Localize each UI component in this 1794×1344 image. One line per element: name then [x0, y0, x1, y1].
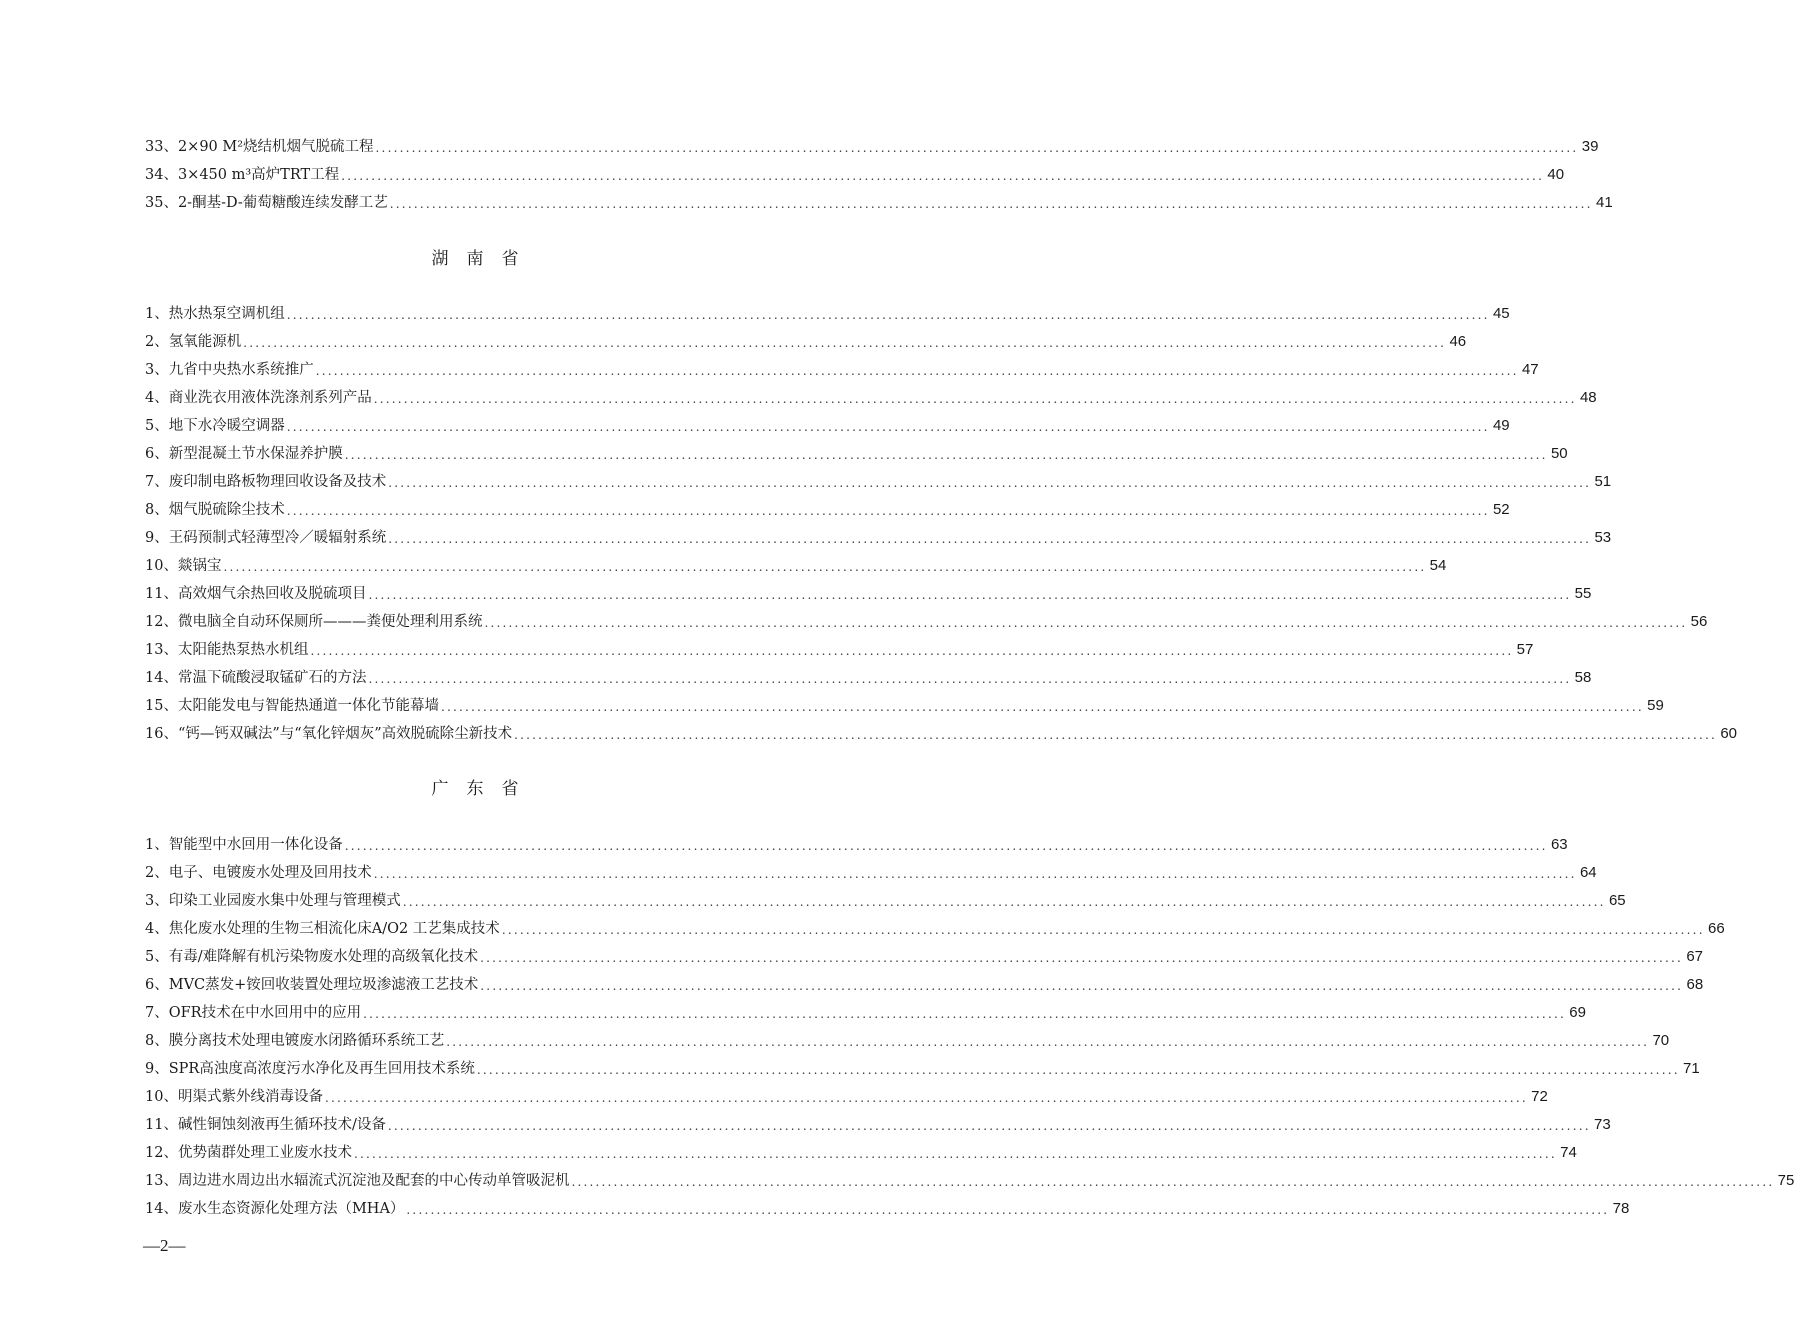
dot-leader: ........................................................................................................................................................................................................ [341, 169, 1545, 183]
toc-entry-page: 69 [1569, 1004, 1586, 1021]
toc-entry [145, 436, 1568, 464]
toc-entry-title: 14、常温下硫酸浸取锰矿石的方法 [145, 670, 367, 686]
toc-entry-page: 72 [1531, 1088, 1548, 1105]
toc-entry-title: 13、周边进水周边出水辐流式沉淀池及配套的中心传动单管吸泥机 [145, 1173, 570, 1189]
toc-entry-title: 7、OFR技术在中水回用中的应用 [145, 1005, 362, 1021]
toc-entry-page: 59 [1647, 697, 1664, 714]
toc-entry-page: 52 [1492, 501, 1510, 518]
toc-entry-title: 2、电子、电镀废水处理及回用技术 [145, 865, 372, 881]
toc-entry-page: 63 [1550, 836, 1568, 853]
toc-entry [145, 1107, 1611, 1135]
toc-entry-title: 14、废水生态资源化处理方法（MHA） [145, 1201, 405, 1217]
toc-entry-title: 9、SPR高浊度高浓度污水净化及再生回用技术系统 [145, 1061, 475, 1077]
dot-leader: ........................................................................................................................................................................................................ [286, 504, 1490, 518]
toc-entry [145, 1023, 1670, 1051]
toc-entry-title: 16、“钙—钙双碱法”与“氧化锌烟灰”高效脱硫除尘新技术 [145, 726, 513, 742]
section-heading-guangdong: 广东省 [431, 779, 537, 799]
toc-entry [145, 296, 1510, 324]
toc-entry [145, 157, 1565, 185]
toc-entry-page: 73 [1594, 1116, 1611, 1133]
toc-entry [145, 604, 1708, 632]
toc-entry-title: 34、3×450 m³高炉TRT工程 [145, 167, 340, 183]
toc-entry-page: 49 [1492, 417, 1510, 434]
toc-entry-title: 7、废印制电路板物理回收设备及技术 [145, 474, 387, 490]
toc-entry [145, 1191, 1630, 1219]
dot-leader: ........................................................................................................................................................................................................ [286, 308, 1490, 322]
toc-entry-page: 51 [1594, 473, 1612, 490]
toc-entry-page: 64 [1579, 864, 1597, 881]
toc-entry-title: 33、2×90 M²烧结机烟气脱硫工程 [145, 139, 374, 155]
dot-leader: ........................................................................................................................................................................................................ [484, 616, 1688, 630]
dot-leader: ........................................................................................................................................................................................................ [406, 1203, 1610, 1217]
toc-entry-page: 48 [1579, 389, 1597, 406]
toc-entry [145, 688, 1664, 716]
toc-entry-page: 66 [1708, 920, 1725, 937]
toc-entry-title: 6、MVC蒸发+铵回收装置处理垃圾渗滤液工艺技术 [145, 977, 479, 993]
toc-entry [145, 967, 1704, 995]
toc-entry-title: 5、有毒/难降解有机污染物废水处理的高级氧化技术 [145, 949, 479, 965]
toc-entry-page: 56 [1690, 613, 1708, 630]
toc-entry-title: 13、太阳能热泵热水机组 [145, 642, 309, 658]
toc-entry [145, 939, 1703, 967]
toc-entry [145, 492, 1510, 520]
toc-entry-title: 5、地下水冷暖空调器 [145, 418, 285, 434]
dot-leader: ........................................................................................................................................................................................................ [373, 867, 1577, 881]
toc-entry [145, 520, 1612, 548]
dot-leader: ........................................................................................................................................................................................................ [353, 1147, 1557, 1161]
toc-entry-title: 12、优势菌群处理工业废水技术 [145, 1145, 352, 1161]
toc-entry-page: 45 [1492, 305, 1510, 322]
section-heading-hunan: 湖南省 [431, 249, 537, 269]
toc-entry [145, 995, 1586, 1023]
toc-entry-title: 4、商业洗衣用液体洗涤剂系列产品 [145, 390, 372, 406]
toc-entry-title: 11、高效烟气余热回收及脱硫项目 [145, 586, 367, 602]
toc-list-hunan [145, 296, 1737, 744]
dot-leader: ........................................................................................................................................................................................................ [388, 476, 1592, 490]
toc-entry-title: 1、热水热泵空调机组 [145, 306, 285, 322]
toc-entry-page: 75 [1777, 1172, 1794, 1189]
dot-leader: ........................................................................................................................................................................................................ [388, 532, 1592, 546]
toc-entry [145, 1135, 1577, 1163]
toc-entry-title: 12、微电脑全自动环保厕所———粪便处理利用系统 [145, 614, 483, 630]
toc-entry-page: 40 [1547, 166, 1565, 183]
toc-entry-title: 8、膜分离技术处理电镀废水闭路循环系统工艺 [145, 1033, 445, 1049]
toc-entry-page: 47 [1521, 361, 1539, 378]
toc-entry [145, 464, 1612, 492]
toc-entry [145, 1051, 1700, 1079]
dot-leader: ........................................................................................................................................................................................................ [480, 979, 1684, 993]
dot-leader: ........................................................................................................................................................................................................ [440, 700, 1644, 714]
toc-entry [145, 855, 1597, 883]
toc-entry-title: 35、2-酮基-D-葡萄糖酸连续发酵工艺 [145, 195, 388, 211]
dot-leader: ........................................................................................................................................................................................................ [324, 1091, 1528, 1105]
toc-entry-page: 54 [1429, 557, 1447, 574]
toc-entry-page: 39 [1581, 138, 1599, 155]
toc-entry [145, 716, 1737, 744]
toc-entry-page: 41 [1595, 194, 1613, 211]
toc-entry [145, 1163, 1794, 1191]
toc-entry-title: 10、燚锅宝 [145, 558, 222, 574]
toc-entry-title: 10、明渠式紫外线消毒设备 [145, 1089, 323, 1105]
toc-entry [145, 827, 1568, 855]
toc-entry-page: 50 [1550, 445, 1568, 462]
toc-entry [145, 380, 1597, 408]
toc-entry-page: 53 [1594, 529, 1612, 546]
toc-entry-title: 9、王码预制式轻薄型冷／暖辐射系统 [145, 530, 387, 546]
toc-entry [145, 576, 1592, 604]
dot-leader: ........................................................................................................................................................................................................ [571, 1175, 1775, 1189]
dot-leader: ........................................................................................................................................................................................................ [480, 951, 1683, 965]
toc-entry-page: 65 [1608, 892, 1626, 909]
dot-leader: ........................................................................................................................................................................................................ [310, 644, 1514, 658]
toc-entry-title: 1、智能型中水回用一体化设备 [145, 837, 343, 853]
dot-leader: ........................................................................................................................................................................................................ [476, 1063, 1680, 1077]
dot-leader: ........................................................................................................................................................................................................ [363, 1007, 1566, 1021]
dot-leader: ........................................................................................................................................................................................................ [344, 448, 1548, 462]
toc-entry [145, 129, 1599, 157]
toc-entry-title: 4、焦化废水处理的生物三相流化床A/O2 工艺集成技术 [145, 921, 500, 937]
dot-leader: ........................................................................................................................................................................................................ [286, 420, 1490, 434]
toc-entry-page: 78 [1612, 1200, 1630, 1217]
dot-leader: ........................................................................................................................................................................................................ [514, 728, 1717, 742]
toc-entry-page: 67 [1686, 948, 1703, 965]
dot-leader: ........................................................................................................................................................................................................ [223, 560, 1427, 574]
toc-entry-page: 58 [1574, 669, 1592, 686]
toc-entry-title: 6、新型混凝土节水保湿养护膜 [145, 446, 343, 462]
toc-entry-page: 68 [1686, 976, 1704, 993]
toc-entry [145, 408, 1510, 436]
toc-entry-title: 8、烟气脱硫除尘技术 [145, 502, 285, 518]
toc-entry [145, 911, 1725, 939]
toc-list-guangdong [145, 827, 1794, 1219]
dot-leader: ........................................................................................................................................................................................................ [368, 588, 1572, 602]
dot-leader: ........................................................................................................................................................................................................ [368, 672, 1572, 686]
toc-entry-page: 46 [1449, 333, 1467, 350]
dot-leader: ........................................................................................................................................................................................................ [402, 895, 1606, 909]
dot-leader: ........................................................................................................................................................................................................ [375, 141, 1579, 155]
toc-entry-title: 3、印染工业园废水集中处理与管理模式 [145, 893, 401, 909]
toc-entry [145, 324, 1467, 352]
dot-leader: ........................................................................................................................................................................................................ [387, 1119, 1591, 1133]
toc-entry-title: 2、氢氧能源机 [145, 334, 242, 350]
toc-entry-title: 3、九省中央热水系统推广 [145, 362, 314, 378]
toc-entry [145, 883, 1626, 911]
toc-entry-page: 74 [1560, 1144, 1577, 1161]
toc-entry-page: 60 [1720, 725, 1737, 742]
page-number: —2— [143, 1236, 186, 1255]
dot-leader: ........................................................................................................................................................................................................ [446, 1035, 1650, 1049]
dot-leader: ........................................................................................................................................................................................................ [389, 197, 1593, 211]
dot-leader: ........................................................................................................................................................................................................ [315, 364, 1519, 378]
dot-leader: ........................................................................................................................................................................................................ [501, 923, 1705, 937]
toc-entry [145, 660, 1592, 688]
toc-entry [145, 632, 1534, 660]
toc-entry-page: 70 [1652, 1032, 1670, 1049]
dot-leader: ........................................................................................................................................................................................................ [373, 392, 1577, 406]
toc-entry [145, 548, 1447, 576]
toc-entry-title: 11、碱性铜蚀刻液再生循环技术/设备 [145, 1117, 386, 1133]
toc-entry-page: 71 [1683, 1060, 1700, 1077]
toc-entry-title: 15、太阳能发电与智能热通道一体化节能幕墙 [145, 698, 439, 714]
toc-entry-page: 57 [1516, 641, 1534, 658]
toc-entry [145, 185, 1613, 213]
toc-entry [145, 1079, 1548, 1107]
toc-entry-page: 55 [1574, 585, 1592, 602]
dot-leader: ........................................................................................................................................................................................................ [344, 839, 1548, 853]
dot-leader: ........................................................................................................................................................................................................ [243, 336, 1447, 350]
toc-entry [145, 352, 1539, 380]
toc-list-top [145, 129, 1613, 213]
